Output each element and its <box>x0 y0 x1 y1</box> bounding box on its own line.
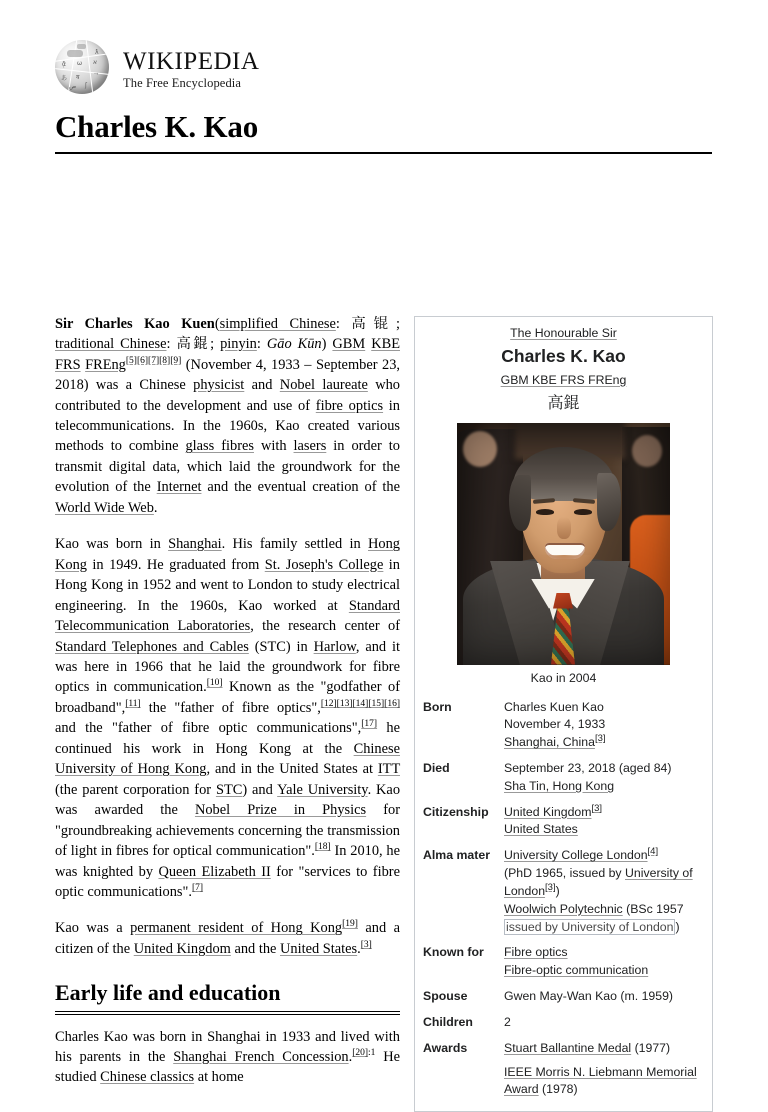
table-row <box>420 756 707 800</box>
link-glass-fibres[interactable]: glass fibres <box>185 438 254 455</box>
text-contributed: who contributed to the development and use of <box>55 377 400 414</box>
section-divider <box>55 1011 400 1015</box>
infobox-honorific-text[interactable]: The Honourable Sir <box>510 325 617 340</box>
ref-marker-18[interactable]: [18] <box>314 842 331 853</box>
text-born-shanghai-1933: Charles Kao was born in Shanghai in 1933 and lived with his parents in the <box>55 1028 400 1065</box>
link-simplified-chinese[interactable]: simplified Chinese <box>219 315 336 332</box>
link-citizenship-uk[interactable]: United Kingdom <box>504 804 592 819</box>
link-fibre-optics-ib[interactable]: Fibre optics <box>504 945 568 960</box>
link-university-of-london[interactable]: University of London <box>504 866 693 898</box>
infobox-photo-caption: Kao in 2004 <box>530 670 597 685</box>
text-services: for "services to fibre optic communications". <box>55 863 400 900</box>
infobox-value-known-for <box>504 940 707 984</box>
alma-phd-line: (PhD 1965, issued by University of London[3]) <box>504 866 693 898</box>
infobox-table <box>420 695 707 1104</box>
link-chinese-classics[interactable]: Chinese classics <box>100 1069 195 1086</box>
ref-marker-11[interactable]: [11] <box>125 699 141 710</box>
infobox-image-wrap <box>420 423 707 695</box>
link-standard-telephones-and-cables[interactable]: Standard Telephones and Cables <box>55 638 249 655</box>
link-queen-elizabeth-ii[interactable]: Queen Elizabeth II <box>158 863 271 880</box>
ref-marker-3[interactable]: [3] <box>360 940 372 951</box>
link-united-kingdom[interactable]: United Kingdom <box>133 940 231 957</box>
wikipedia-wordmark <box>123 45 259 90</box>
table-row <box>420 940 707 984</box>
link-internet[interactable]: Internet <box>156 479 202 496</box>
text-he-studied: He studied <box>55 1048 400 1086</box>
wordmark-title: WIKIPEDIA <box>123 47 260 75</box>
infobox-label-born: Born <box>423 699 452 714</box>
link-yale-university[interactable]: Yale University <box>277 781 368 798</box>
text-knighted: In 2010, he was knighted by <box>55 843 400 880</box>
link-issued-by-university-of-london[interactable]: issued by University of London <box>506 919 674 934</box>
link-shanghai-french-concession[interactable]: Shanghai French Concession <box>173 1048 349 1065</box>
infobox-label-spouse: Spouse <box>423 989 468 1004</box>
link-itt[interactable]: ITT <box>377 761 400 778</box>
link-united-states[interactable]: United States <box>280 940 358 957</box>
born-place-line <box>504 734 705 752</box>
text-family: . His family settled in <box>221 536 369 553</box>
link-kbe[interactable]: KBE <box>371 336 400 353</box>
link-nobel-prize-in-physics[interactable]: Nobel Prize in Physics <box>194 802 367 819</box>
ref-marker-ucl[interactable]: [4] <box>647 846 659 858</box>
alma-ucl-line <box>504 847 705 865</box>
text-london-study: in Hong Kong in 1952 and went to London to study electrical engineering. In the 1960s, Kao worked at <box>55 556 400 614</box>
link-gbm[interactable]: GBM <box>332 336 366 353</box>
table-row <box>420 984 707 1010</box>
ref-marker-19[interactable]: [19] <box>342 919 358 930</box>
link-cuhk[interactable]: Chinese University of Hong Kong <box>55 740 400 778</box>
infobox-value-alma-mater <box>504 843 707 940</box>
text-open-paren: ( <box>214 315 220 332</box>
link-university-college-london[interactable]: University College London <box>504 848 648 863</box>
table-row <box>420 695 707 756</box>
text-kao-was-a: Kao was a <box>55 920 131 937</box>
lead-subject-name: Sir Charles Kao Kuen <box>55 315 215 332</box>
link-st-josephs-college[interactable]: St. Joseph's College <box>264 556 384 573</box>
known-for-line-1 <box>504 944 705 962</box>
text-semicolon2: ; <box>210 336 221 353</box>
page-title: Charles K. Kao <box>55 109 258 144</box>
ref-page-number: :1 <box>368 1048 376 1059</box>
lead-paragraph <box>55 314 400 519</box>
paragraph-career <box>55 534 400 902</box>
ref-marker-citizenship[interactable]: [3] <box>591 802 603 814</box>
link-frs[interactable]: FRS <box>55 356 81 373</box>
link-pinyin[interactable]: pinyin <box>220 336 257 353</box>
infobox-honorific <box>420 323 707 343</box>
wikipedia-logo-row <box>55 38 712 96</box>
text-father-fibre: the "father of fibre optics", <box>140 699 321 716</box>
infobox-value-born <box>504 695 707 756</box>
ref-marker-17[interactable]: [17] <box>361 719 378 730</box>
text-research-center: , the research center of <box>250 618 400 635</box>
text-period-2: . <box>348 1048 353 1065</box>
text-awarded: . Kao was awarded the <box>55 781 401 819</box>
infobox-name: Charles K. Kao <box>501 345 626 366</box>
infobox-value-died <box>504 756 707 800</box>
ref-marker-20[interactable]: [20] <box>352 1048 369 1059</box>
value-simplified-chinese: 高锟 <box>351 315 396 332</box>
link-ieee-liebmann-award[interactable]: IEEE Morris N. Liebmann Memorial Award <box>504 1064 697 1097</box>
text-at-home: at home <box>194 1069 244 1086</box>
infobox-label-children: Children <box>423 1014 473 1029</box>
text-telecom: in telecommunications. In the 1960s, Kao created various methods to combine <box>55 397 400 455</box>
citizenship-us-line <box>504 821 705 839</box>
link-stc[interactable]: STC <box>215 781 243 798</box>
table-row <box>420 800 707 844</box>
value-traditional-chinese: 高錕 <box>176 336 211 353</box>
citizenship-uk-line <box>504 804 705 822</box>
link-fibre-optic-communication[interactable]: Fibre-optic communication <box>504 963 649 978</box>
text-1966: , and it was here in 1966 that he laid the groundwork for fibre optics in communication. <box>55 638 400 696</box>
link-fibre-optics[interactable]: fibre optics <box>315 397 384 414</box>
table-row <box>420 1036 707 1103</box>
text-father-comm: and the "father of fibre optic communications", <box>55 720 362 737</box>
link-world-wide-web[interactable]: World Wide Web <box>55 499 154 516</box>
link-lasers[interactable]: lasers <box>293 438 327 455</box>
wordmark-tagline: The Free Encyclopedia <box>123 75 242 90</box>
ref-marker-uol[interactable]: [3] <box>545 881 556 893</box>
known-for-line-2 <box>504 962 705 980</box>
paragraph-early-life <box>55 1027 400 1088</box>
link-born-place[interactable]: Shanghai, China <box>504 735 595 750</box>
infobox-post-nominals-text[interactable]: GBM KBE FRS FREng <box>500 372 627 387</box>
text-period: . <box>153 499 158 516</box>
link-stuart-ballantine-medal[interactable]: Stuart Ballantine Medal <box>504 1040 632 1055</box>
text-full-stop: . <box>357 940 361 957</box>
born-date: November 4, 1933 <box>504 717 606 732</box>
link-physicist[interactable]: physicist <box>193 377 245 394</box>
link-died-place[interactable]: Sha Tin, Hong Kong <box>504 778 615 793</box>
infobox-value-awards <box>504 1036 707 1103</box>
infobox-value-children: 2 <box>504 1014 511 1029</box>
infobox-post-nominals <box>420 372 707 393</box>
text-stc-in: (STC) in <box>248 638 314 655</box>
award-line-2: IEEE Morris N. Liebmann Memorial Award (1978) <box>504 1064 697 1097</box>
paragraph-citizenship <box>55 918 400 959</box>
text-graduated: in 1949. He graduated from <box>86 556 265 573</box>
infobox-label-awards: Awards <box>423 1040 468 1055</box>
infobox-chinese-name: 高錕 <box>547 395 580 413</box>
infobox-label-known-for: Known for <box>423 945 484 960</box>
section-heading-early-life: Early life and education <box>55 980 281 1006</box>
link-hong-kong[interactable]: Hong Kong <box>55 536 400 573</box>
infobox-value-citizenship <box>504 800 707 844</box>
infobox-label-citizenship: Citizenship <box>423 804 489 819</box>
text-born-in: Kao was born in <box>55 536 169 553</box>
link-harlow[interactable]: Harlow <box>313 638 356 655</box>
text-sep: : <box>335 315 352 332</box>
text-lifespan: (November 4, 1933 – September 23, 2018) was a Chinese <box>55 356 400 394</box>
link-citizenship-us[interactable]: United States <box>504 822 578 837</box>
ref-marker-12-16[interactable]: [12][13][14][15][16] <box>320 699 400 710</box>
infobox-portrait-photo[interactable] <box>457 423 670 665</box>
link-shanghai[interactable]: Shanghai <box>168 536 222 553</box>
table-row <box>420 843 707 940</box>
value-pinyin: Gāo Kūn <box>266 336 322 353</box>
link-woolwich-polytechnic[interactable]: Woolwich Polytechnic <box>504 901 623 916</box>
infobox-header <box>420 323 707 423</box>
died-place-line <box>504 778 705 796</box>
wikipedia-globe-icon: ᾷ ω א あ य ᄀ ص ʃ ƛ <box>55 40 109 94</box>
award-line-1: Stuart Ballantine Medal (1977) <box>504 1040 671 1055</box>
text-and: and <box>244 377 280 394</box>
ref-marker-7[interactable]: [7] <box>191 883 204 894</box>
site-header <box>55 0 712 152</box>
ref-marker-5-9[interactable]: [5][6][7][8][9] <box>125 355 182 366</box>
text-with: with <box>253 438 294 455</box>
text-and-the: and the <box>230 940 281 957</box>
text-citation: for "groundbreaking achievements concerning the transmission of light in fibres for optical communication". <box>55 802 400 860</box>
link-freng[interactable]: FREng <box>85 356 126 373</box>
link-nobel-laureate[interactable]: Nobel laureate <box>279 377 368 394</box>
died-date: September 23, 2018 (aged 84) <box>504 761 672 775</box>
text-close-paren: ) <box>321 336 333 353</box>
text-sep3: : <box>256 336 267 353</box>
text-continued: he continued his work in Hong Kong at the <box>55 720 401 757</box>
text-eventual: and the eventual creation of the <box>201 479 400 496</box>
link-standard-telecommunication-laboratories[interactable]: Standard Telecommunication Laboratories <box>55 597 400 635</box>
born-name: Charles Kuen Kao <box>504 699 604 714</box>
text-groundwork: in order to transmit digital data, which laid the groundwork for the evolution of the <box>55 438 400 496</box>
text-parent-corp: (the parent corporation for <box>55 781 216 798</box>
ref-marker-10[interactable]: [10] <box>206 678 223 689</box>
text-sep2: : <box>166 336 177 353</box>
ref-marker-born[interactable]: [3] <box>594 733 606 745</box>
table-row <box>420 1010 707 1036</box>
title-divider <box>55 152 712 154</box>
link-permanent-resident[interactable]: permanent resident of Hong Kong <box>130 920 343 937</box>
infobox <box>414 316 713 1112</box>
text-united-states-at: , and in the United States at <box>206 761 378 778</box>
text-and-yale: ) and <box>242 781 278 798</box>
infobox-label-died: Died <box>423 761 450 775</box>
link-traditional-chinese[interactable]: traditional Chinese <box>55 336 167 353</box>
infobox-label-alma-mater: Alma mater <box>423 848 490 863</box>
article-body <box>55 314 400 1104</box>
alma-woolwich-line: Woolwich Polytechnic (BSc 1957 issued by University of London ) <box>504 901 684 934</box>
infobox-value-spouse: Gwen May-Wan Kao (m. 1959) <box>504 989 674 1004</box>
text-godfather: Known as the "godfather of broadband", <box>55 679 400 716</box>
text-semicolon: ; <box>395 315 400 332</box>
text-and-citizen: and a citizen of the <box>55 920 400 957</box>
